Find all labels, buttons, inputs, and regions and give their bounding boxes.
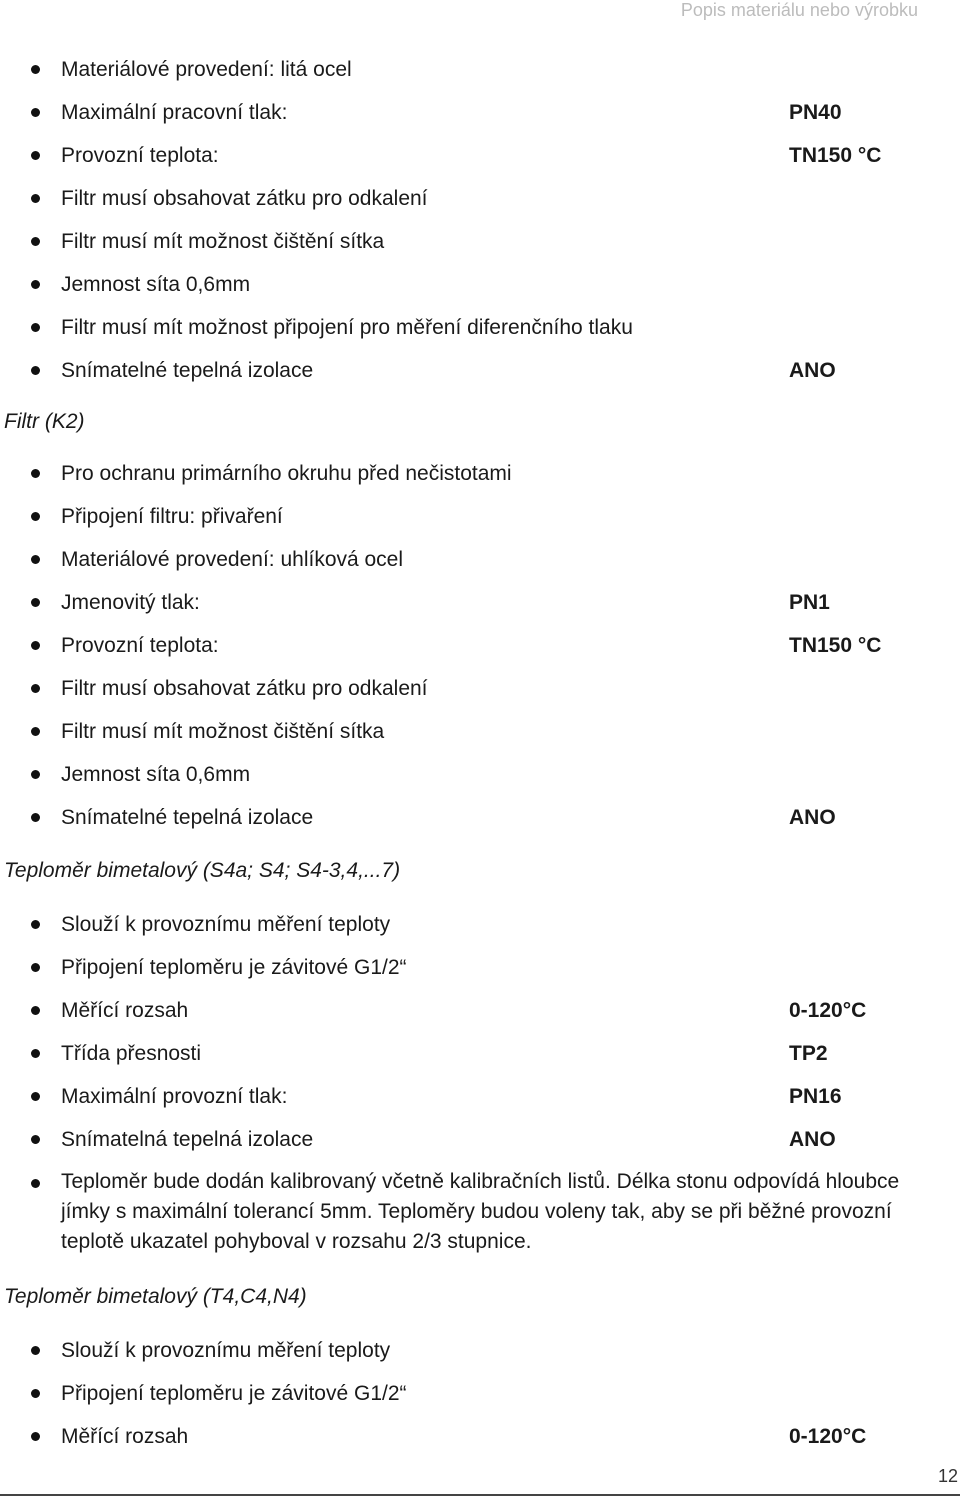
item-value: ANO (789, 806, 836, 829)
bullet-icon (31, 1432, 40, 1441)
bullet-icon (31, 770, 40, 779)
bullet-icon (31, 598, 40, 607)
list-item (0, 1372, 960, 1415)
bullet-icon (31, 237, 40, 246)
list-item (0, 134, 960, 177)
item-text: Pro ochranu primárního okruhu před nečistotami (61, 462, 512, 485)
list-item (0, 452, 960, 495)
list-item (0, 989, 960, 1032)
item-text: Měřící rozsah (61, 999, 189, 1022)
bullet-icon (31, 280, 40, 289)
section-heading-teplomer-t4: Teploměr bimetalový (T4,C4,N4) (4, 1285, 307, 1308)
section3-list (0, 903, 960, 1265)
bullet-icon (31, 727, 40, 736)
document-body (0, 48, 960, 1458)
item-note-text: Teploměr bude dodán kalibrovaný včetně kalibračních listů. Délka stonu odpovídá hloubce jímky s maximální tolerancí 5mm. Teploměry budou voleny tak, aby se při běžné provozní teplotě ukazatel pohyboval v rozsahu 2/3 stupnice. (61, 1170, 900, 1253)
item-text: Filtr musí obsahovat zátku pro odkalení (61, 677, 428, 700)
bullet-icon (31, 65, 40, 74)
list-item (0, 495, 960, 538)
list-item (0, 220, 960, 263)
list-item (0, 796, 960, 839)
item-text: Jemnost síta 0,6mm (61, 273, 251, 296)
bullet-icon (31, 1092, 40, 1101)
item-value: 0-120°C (789, 1425, 867, 1448)
item-text: Maximální pracovní tlak: (61, 101, 288, 124)
list-item (0, 753, 960, 796)
bullet-icon (31, 1135, 40, 1144)
item-text: Snímatelná tepelná izolace (61, 1128, 314, 1151)
section-heading-filtr-k2: Filtr (K2) (4, 410, 85, 433)
list-item (0, 48, 960, 91)
list-item (0, 624, 960, 667)
item-text: Slouží k provoznímu měření teploty (61, 913, 391, 936)
item-value: ANO (789, 1128, 836, 1151)
bullet-icon (31, 963, 40, 972)
list-item (0, 1415, 960, 1458)
item-text: Filtr musí obsahovat zátku pro odkalení (61, 187, 428, 210)
item-text: Snímatelné tepelná izolace (61, 806, 314, 829)
section-heading-teplomer-s4: Teploměr bimetalový (S4a; S4; S4-3,4,...7) (4, 859, 401, 882)
item-value: 0-120°C (789, 999, 867, 1022)
list-item-note (0, 1161, 960, 1265)
bullet-icon (31, 512, 40, 521)
list-item (0, 1075, 960, 1118)
section2-list (0, 452, 960, 839)
item-text: Filtr musí mít možnost čištění sítka (61, 720, 385, 743)
item-value: TP2 (789, 1042, 828, 1065)
list-item (0, 538, 960, 581)
list-item (0, 91, 960, 134)
bullet-icon (31, 920, 40, 929)
bullet-icon (31, 1389, 40, 1398)
page-header-title: Popis materiálu nebo výrobku (680, 0, 918, 20)
bullet-icon (31, 1179, 40, 1188)
item-text: Připojení filtru: přivaření (61, 505, 283, 528)
bullet-icon (31, 813, 40, 822)
item-text: Jmenovitý tlak: (61, 591, 200, 614)
bullet-icon (31, 1049, 40, 1058)
bullet-icon (31, 323, 40, 332)
list-item (0, 306, 960, 349)
list-item (0, 667, 960, 710)
item-text: Připojení teploměru je závitové G1/2“ (61, 1382, 407, 1405)
item-value: TN150 °C (789, 144, 882, 167)
list-item (0, 581, 960, 624)
footer-divider (0, 1494, 960, 1496)
bullet-icon (31, 641, 40, 650)
item-text: Provozní teplota: (61, 144, 219, 167)
item-value: PN1 (789, 591, 830, 614)
list-item (0, 1032, 960, 1075)
item-text: Měřící rozsah (61, 1425, 189, 1448)
item-text: Maximální provozní tlak: (61, 1085, 288, 1108)
list-item (0, 1329, 960, 1372)
item-text: Filtr musí mít možnost čištění sítka (61, 230, 385, 253)
bullet-icon (31, 684, 40, 693)
item-text: Třída přesnosti (61, 1042, 202, 1065)
item-text: Slouží k provoznímu měření teploty (61, 1339, 391, 1362)
bullet-icon (31, 108, 40, 117)
item-value: TN150 °C (789, 634, 882, 657)
item-text: Jemnost síta 0,6mm (61, 763, 251, 786)
list-item (0, 903, 960, 946)
list-item (0, 177, 960, 220)
list-item (0, 263, 960, 306)
item-text: Provozní teplota: (61, 634, 219, 657)
bullet-icon (31, 194, 40, 203)
item-value: PN40 (789, 101, 842, 124)
section1-list (0, 48, 960, 392)
list-item (0, 946, 960, 989)
bullet-icon (31, 555, 40, 564)
item-text: Materiálové provedení: litá ocel (61, 58, 352, 81)
item-text: Připojení teploměru je závitové G1/2“ (61, 956, 407, 979)
bullet-icon (31, 469, 40, 478)
item-text: Materiálové provedení: uhlíková ocel (61, 548, 404, 571)
list-item (0, 710, 960, 753)
page-number: 12 (937, 1466, 958, 1486)
bullet-icon (31, 1346, 40, 1355)
item-value: ANO (789, 359, 836, 382)
item-text: Snímatelné tepelná izolace (61, 359, 314, 382)
item-text: Filtr musí mít možnost připojení pro měření diferenčního tlaku (61, 316, 633, 339)
item-value: PN16 (789, 1085, 842, 1108)
list-item (0, 349, 960, 392)
list-item (0, 1118, 960, 1161)
bullet-icon (31, 151, 40, 160)
bullet-icon (31, 1006, 40, 1015)
bullet-icon (31, 366, 40, 375)
section4-list (0, 1329, 960, 1458)
